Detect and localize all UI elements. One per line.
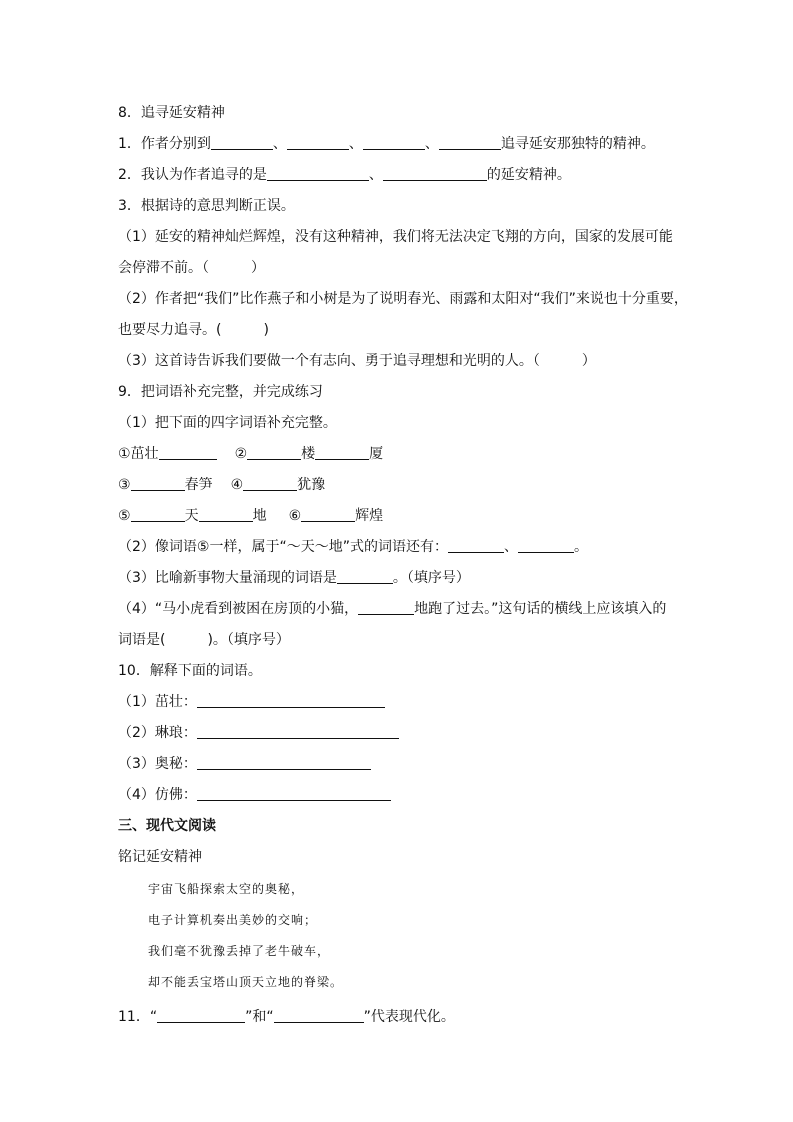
blank[interactable] [247, 445, 301, 460]
q9-part-2-end: 。 [573, 539, 588, 555]
q9-part-3 [118, 569, 470, 587]
blank[interactable] [363, 135, 425, 150]
q10-word-3 [118, 755, 371, 773]
word-1-label: ①茁壮 [118, 446, 159, 462]
q10-word-3-label: （3）奥秘： [118, 756, 197, 772]
separator: 、 [368, 167, 383, 183]
q8-item-2-start: 2．我认为作者追寻的是 [118, 167, 267, 183]
q8-judge-2-line-a: （2）作者把“我们”比作燕子和小树是为了说明春光、雨露和太阳对“我们”来说也十分重要， [118, 291, 688, 307]
blank[interactable] [287, 135, 349, 150]
q10-word-2-label: （2）琳琅： [118, 725, 197, 741]
answer-line[interactable] [197, 786, 391, 801]
word-2-char: 楼 [301, 446, 316, 462]
blank[interactable] [518, 538, 574, 553]
blank[interactable] [159, 445, 217, 460]
q9-word-row-1 [118, 445, 383, 463]
q8-judge-1-line-b: 会停滞不前。（ ） [118, 260, 265, 276]
q10-word-4 [118, 786, 391, 804]
q8-item-2 [118, 166, 571, 184]
q9-part-4-end: 地跑了过去。”这句话的横线上应该填入的 [414, 601, 667, 617]
q9-title: 9．把词语补充完整，并完成练习 [118, 384, 323, 400]
word-6-chars: 辉煌 [355, 508, 384, 524]
word-6-label: ⑥ [288, 508, 302, 524]
q11 [118, 1008, 455, 1026]
blank[interactable] [211, 135, 273, 150]
q9-part-2-start: （2）像词语⑤一样，属于“～天～地”式的词语还有： [118, 539, 448, 555]
answer-line[interactable] [197, 693, 385, 708]
blank[interactable] [267, 166, 369, 181]
blank[interactable] [383, 166, 487, 181]
blank[interactable] [358, 600, 414, 615]
separator: 、 [424, 136, 439, 152]
q10-word-4-label: （4）仿佛： [118, 787, 197, 803]
blank[interactable] [315, 445, 369, 460]
q10-word-2 [118, 724, 399, 742]
separator: 、 [503, 539, 518, 555]
q9-word-row-3 [118, 507, 383, 525]
q9-part-2 [118, 538, 588, 556]
q9-part-3-start: （3）比喻新事物大量涌现的词语是 [118, 570, 337, 586]
blank[interactable] [337, 569, 393, 584]
q8-item-2-end: 的延安精神。 [486, 167, 571, 183]
q8-judge-1-line-a: （1）延安的精神灿烂辉煌，没有这种精神，我们将无法决定飞翔的方向，国家的发展可能 [118, 229, 673, 245]
poem-line-3: 我们毫不犹豫丢掉了老牛破车， [148, 944, 331, 958]
separator: 、 [272, 136, 287, 152]
blank[interactable] [439, 135, 501, 150]
word-3-label: ③ [118, 477, 131, 493]
blank[interactable] [274, 1008, 364, 1023]
answer-line[interactable] [197, 755, 371, 770]
word-3-chars: 春笋 [184, 477, 213, 493]
q9-word-row-2 [118, 476, 325, 494]
blank[interactable] [448, 538, 504, 553]
blank[interactable] [131, 507, 185, 522]
poem-title: 铭记延安精神 [118, 849, 202, 865]
q8-item-1 [118, 135, 655, 153]
word-2-label: ② [234, 446, 248, 462]
q11-mid: ”和“ [245, 1009, 274, 1025]
q9-part-1: （1）把下面的四字词语补充完整。 [118, 415, 337, 431]
q9-part-4-start: （4）“马小虎看到被困在房顶的小猫， [118, 601, 359, 617]
poem-line-1: 宇宙飞船探索太空的奥秘， [148, 882, 305, 896]
q9-part-4-line-a [118, 600, 666, 618]
q10-word-1-label: （1）茁壮： [118, 694, 197, 710]
q9-part-3-end: 。（填序号） [392, 570, 470, 586]
poem-line-4: 却不能丢宝塔山顶天立地的脊梁。 [148, 975, 344, 989]
q11-end: ”代表现代化。 [363, 1009, 455, 1025]
q10-word-1 [118, 693, 385, 711]
word-4-label: ④ [230, 477, 244, 493]
q8-judge-2-line-b: 也要尽力追寻。( ) [118, 322, 269, 338]
blank[interactable] [157, 1008, 245, 1023]
word-5-char: 天 [184, 508, 199, 524]
q8-item-3: 3．根据诗的意思判断正误。 [118, 198, 295, 214]
poem-line-2: 电子计算机奏出美妙的交响； [148, 913, 318, 927]
q8-judge-3: （3）这首诗告诉我们要做一个有志向、勇于追寻理想和光明的人。（ ） [118, 353, 596, 369]
blank[interactable] [243, 476, 297, 491]
q8-item-1-end: 追寻延安那独特的精神。 [500, 136, 655, 152]
word-2-char: 厦 [369, 446, 384, 462]
answer-line[interactable] [197, 724, 399, 739]
blank[interactable] [199, 507, 253, 522]
separator: 、 [348, 136, 363, 152]
q11-start: 11．“ [118, 1009, 158, 1025]
q8-title: 8．追寻延安精神 [118, 105, 225, 121]
q10-title: 10．解释下面的词语。 [118, 663, 262, 679]
word-5-char: 地 [252, 508, 267, 524]
q9-part-4-line-b: 词语是( )。（填序号） [118, 632, 290, 648]
q8-item-1-start: 1．作者分别到 [118, 136, 211, 152]
blank[interactable] [131, 476, 185, 491]
section-3-heading: 三、现代文阅读 [118, 818, 216, 834]
word-4-chars: 犹豫 [297, 477, 326, 493]
blank[interactable] [301, 507, 355, 522]
word-5-label: ⑤ [118, 508, 131, 524]
